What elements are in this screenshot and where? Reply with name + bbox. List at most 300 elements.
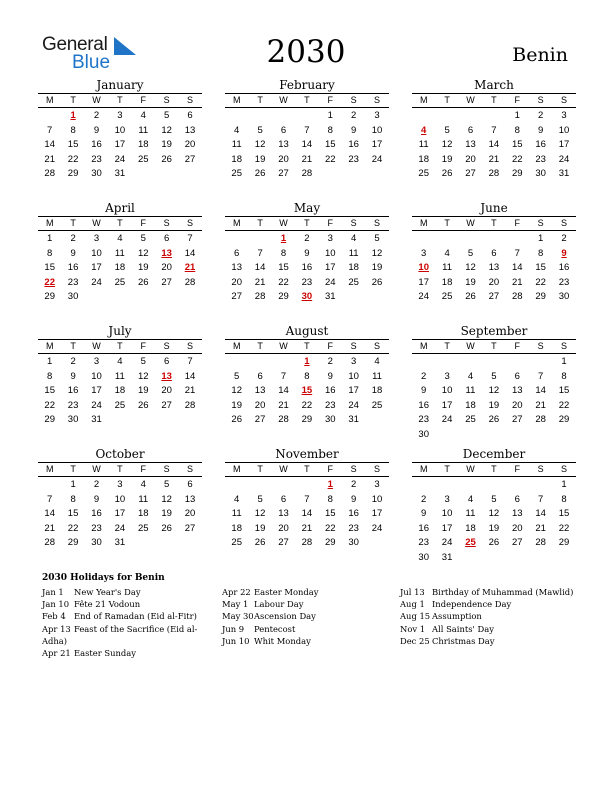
day-cell: 20 — [465, 153, 476, 165]
day-cell: 15 — [511, 139, 523, 151]
holiday-day: 1 — [280, 233, 287, 244]
day-cell: 10 — [91, 370, 102, 382]
day-cell: 13 — [278, 139, 289, 151]
weekday-label: F — [514, 341, 520, 351]
day-cell: 21 — [254, 276, 266, 288]
weekday-label: S — [374, 464, 381, 474]
holiday-name: Fête 21 Vodoun — [74, 599, 141, 610]
weekday-label: S — [374, 95, 381, 105]
holiday-day: 13 — [161, 370, 172, 382]
day-cell: 13 — [511, 508, 523, 520]
day-cell: 14 — [184, 370, 196, 382]
day-empty — [506, 354, 529, 369]
weekday-header — [412, 216, 576, 231]
day-cell: 26 — [161, 522, 172, 534]
day-cell: 7 — [187, 356, 193, 367]
month-name: December — [462, 447, 526, 461]
day-cell: 7 — [538, 493, 544, 505]
day-cell: 15 — [44, 262, 55, 274]
holiday-date: Aug 15 — [400, 611, 431, 622]
day-grid — [225, 108, 389, 181]
day-cell: 28 — [184, 399, 196, 411]
day-cell: 24 — [441, 537, 453, 549]
day-empty — [412, 354, 435, 369]
day-cell: 2 — [538, 110, 544, 121]
day-empty — [506, 477, 529, 492]
day-cell: 6 — [187, 479, 193, 490]
weekday-label: M — [419, 464, 428, 474]
day-cell: 23 — [418, 414, 429, 426]
holiday-name: Pentecost — [254, 623, 296, 634]
day-cell: 18 — [114, 262, 126, 274]
day-cell: 5 — [491, 370, 497, 382]
day-cell: 29 — [535, 291, 546, 303]
day-cell: 22 — [301, 399, 313, 411]
day-cell: 22 — [324, 522, 336, 534]
day-cell: 19 — [161, 508, 172, 520]
day-empty — [295, 108, 318, 123]
weekday-label: T — [304, 464, 310, 474]
holiday-item — [222, 623, 382, 635]
day-cell: 25 — [465, 414, 476, 426]
day-cell: 20 — [488, 276, 500, 288]
weekday-label: W — [92, 341, 101, 351]
day-cell: 26 — [488, 537, 500, 549]
weekday-label: F — [514, 95, 520, 105]
day-cell: 8 — [47, 247, 53, 259]
weekday-label: T — [444, 218, 450, 228]
day-cell: 3 — [93, 233, 100, 244]
day-cell: 17 — [91, 385, 102, 397]
day-cell: 1 — [47, 356, 53, 367]
day-empty — [459, 477, 482, 492]
day-cell: 20 — [278, 153, 289, 165]
day-cell: 12 — [137, 247, 149, 259]
holiday-item — [400, 623, 582, 635]
holiday-day: 13 — [161, 247, 172, 259]
day-cell: 30 — [67, 291, 79, 303]
day-cell: 9 — [70, 370, 76, 382]
weekday-label: T — [257, 341, 263, 351]
day-cell: 25 — [231, 537, 242, 549]
weekday-label: T — [257, 464, 263, 474]
day-cell: 17 — [371, 139, 383, 151]
day-cell: 14 — [511, 262, 523, 274]
day-cell: 7 — [538, 370, 544, 382]
day-cell: 21 — [301, 522, 313, 534]
day-cell: 5 — [257, 493, 263, 505]
weekday-header — [412, 339, 576, 354]
day-cell: 12 — [371, 247, 383, 259]
day-cell: 5 — [164, 110, 170, 121]
weekday-label: S — [163, 218, 170, 228]
day-cell: 18 — [418, 153, 429, 165]
weekday-label: S — [187, 95, 194, 105]
month-name: February — [279, 78, 335, 92]
day-cell: 12 — [254, 139, 266, 151]
day-cell: 12 — [465, 262, 476, 274]
day-cell: 19 — [465, 276, 476, 288]
day-cell: 16 — [418, 522, 429, 534]
day-cell: 23 — [324, 399, 336, 411]
day-cell: 21 — [44, 153, 55, 165]
day-cell: 6 — [164, 356, 170, 367]
day-cell: 29 — [44, 291, 55, 303]
day-cell: 7 — [47, 124, 53, 136]
day-cell: 7 — [304, 493, 310, 505]
weekday-label: W — [279, 464, 288, 474]
holiday-name: Whit Monday — [254, 635, 311, 646]
day-cell: 5 — [444, 124, 450, 136]
holiday-item — [400, 610, 582, 622]
weekday-label: T — [117, 341, 123, 351]
holiday-name: New Year's Day — [74, 587, 141, 597]
day-cell: 20 — [254, 399, 266, 411]
holiday-item — [400, 635, 582, 647]
day-empty — [272, 477, 295, 492]
day-cell: 20 — [184, 508, 196, 520]
day-empty — [38, 477, 61, 492]
weekday-label: S — [187, 464, 194, 474]
day-cell: 28 — [254, 291, 266, 303]
day-cell: 31 — [91, 414, 102, 426]
page-header — [0, 0, 612, 80]
holiday-name: Ascension Day — [254, 611, 316, 622]
month-october — [38, 447, 202, 550]
day-cell: 28 — [301, 537, 313, 549]
day-cell: 8 — [538, 247, 544, 259]
day-grid — [38, 108, 202, 181]
weekday-label: S — [561, 341, 568, 351]
day-cell: 14 — [301, 139, 313, 151]
day-cell: 18 — [348, 262, 359, 274]
day-grid — [412, 231, 576, 304]
weekday-header — [225, 462, 389, 477]
weekday-label: M — [419, 95, 428, 105]
day-cell: 19 — [488, 522, 500, 534]
day-cell: 6 — [280, 124, 287, 136]
day-cell: 22 — [535, 276, 546, 288]
weekday-label: S — [561, 464, 568, 474]
day-cell: 14 — [254, 262, 266, 274]
day-cell: 22 — [558, 522, 570, 534]
day-cell: 13 — [184, 493, 196, 505]
day-cell: 11 — [465, 385, 476, 397]
holiday-name: Labour Day — [254, 599, 304, 610]
day-cell: 25 — [137, 522, 149, 534]
day-cell: 28 — [44, 168, 55, 180]
holiday-item — [42, 623, 202, 647]
day-cell: 26 — [371, 276, 383, 288]
holiday-day: 1 — [70, 110, 76, 121]
month-name: July — [108, 324, 132, 338]
day-empty — [248, 354, 271, 369]
day-cell: 14 — [301, 508, 313, 520]
day-cell: 28 — [535, 537, 546, 549]
day-cell: 28 — [278, 414, 289, 426]
day-cell: 8 — [561, 370, 567, 382]
weekday-label: T — [304, 95, 310, 105]
day-empty — [506, 231, 529, 246]
day-cell: 23 — [301, 276, 313, 288]
holiday-date: Nov 1 — [400, 623, 426, 634]
day-cell: 11 — [138, 493, 149, 505]
day-cell: 1 — [514, 110, 520, 121]
day-cell: 1 — [327, 110, 333, 121]
day-cell: 11 — [348, 247, 359, 259]
day-cell: 26 — [254, 168, 266, 180]
day-grid — [412, 108, 576, 181]
day-cell: 4 — [140, 479, 146, 490]
day-empty — [225, 231, 248, 246]
day-cell: 10 — [371, 493, 383, 505]
logo-blue-text: Blue — [72, 52, 111, 73]
day-empty — [482, 477, 505, 492]
day-cell: 8 — [327, 124, 333, 136]
day-cell: 25 — [114, 276, 126, 288]
day-cell: 7 — [257, 247, 263, 259]
month-name: January — [96, 78, 144, 92]
weekday-label: S — [537, 95, 544, 105]
month-name: September — [460, 324, 528, 338]
day-cell: 2 — [421, 370, 427, 382]
day-cell: 22 — [511, 153, 523, 165]
day-cell: 24 — [324, 276, 336, 288]
holiday-day: 30 — [301, 291, 313, 303]
day-cell: 25 — [441, 291, 453, 303]
day-cell: 20 — [161, 262, 172, 274]
day-cell: 28 — [44, 537, 55, 549]
weekday-label: T — [70, 464, 76, 474]
day-cell: 16 — [324, 385, 336, 397]
weekday-label: W — [92, 218, 101, 228]
holiday-date: May 30 — [222, 611, 254, 622]
country-name: Benin — [512, 44, 568, 66]
day-cell: 14 — [488, 139, 500, 151]
day-cell: 14 — [535, 385, 546, 397]
weekday-label: T — [491, 464, 497, 474]
day-cell: 17 — [91, 262, 102, 274]
holiday-name: End of Ramadan (Eid al-Fitr) — [74, 611, 197, 622]
day-cell: 12 — [441, 139, 453, 151]
day-cell: 16 — [348, 508, 359, 520]
holiday-item — [42, 610, 202, 622]
day-cell: 13 — [465, 139, 476, 151]
day-cell: 9 — [327, 370, 333, 382]
day-cell: 21 — [511, 276, 523, 288]
weekday-label: M — [45, 464, 54, 474]
month-february — [225, 78, 389, 181]
day-grid — [412, 477, 576, 565]
holiday-day: 21 — [184, 262, 196, 274]
day-empty — [295, 477, 318, 492]
weekday-label: S — [350, 464, 357, 474]
holiday-date: Apr 13 — [42, 623, 71, 634]
day-cell: 29 — [278, 291, 289, 303]
day-cell: 6 — [164, 233, 170, 244]
day-cell: 2 — [93, 479, 100, 490]
holiday-item — [222, 635, 382, 647]
day-empty — [482, 354, 505, 369]
day-cell: 7 — [47, 493, 53, 505]
day-cell: 31 — [441, 551, 453, 563]
holiday-name: Feast of the Sacrifice (Eid al-Adha) — [42, 623, 198, 646]
day-cell: 25 — [348, 276, 359, 288]
day-cell: 15 — [44, 385, 55, 397]
day-cell: 29 — [558, 537, 570, 549]
day-empty — [272, 354, 295, 369]
day-cell: 19 — [254, 522, 266, 534]
weekday-label: T — [117, 464, 123, 474]
day-empty — [435, 231, 458, 246]
day-cell: 30 — [91, 168, 102, 180]
day-cell: 5 — [164, 479, 170, 490]
day-cell: 24 — [558, 153, 570, 165]
day-cell: 20 — [278, 522, 289, 534]
day-cell: 8 — [561, 493, 567, 505]
weekday-label: S — [374, 218, 381, 228]
day-cell: 4 — [467, 493, 474, 505]
day-cell: 22 — [67, 153, 79, 165]
month-name: March — [474, 78, 514, 92]
day-cell: 27 — [231, 291, 242, 303]
day-cell: 27 — [511, 414, 523, 426]
day-cell: 6 — [467, 124, 474, 136]
day-cell: 19 — [137, 385, 149, 397]
weekday-label: W — [92, 464, 101, 474]
day-cell: 27 — [488, 291, 500, 303]
day-cell: 18 — [231, 153, 242, 165]
day-cell: 11 — [465, 508, 476, 520]
weekday-header — [412, 93, 576, 108]
weekday-header — [38, 93, 202, 108]
day-cell: 9 — [93, 124, 100, 136]
day-cell: 3 — [444, 493, 450, 505]
day-cell: 29 — [301, 414, 313, 426]
day-cell: 10 — [441, 508, 453, 520]
holiday-date: Jan 1 — [42, 587, 64, 597]
day-cell: 26 — [254, 537, 266, 549]
day-cell: 25 — [371, 399, 383, 411]
day-empty — [225, 354, 248, 369]
day-cell: 6 — [514, 493, 520, 505]
holiday-date: Jun 9 — [222, 623, 245, 634]
day-cell: 6 — [257, 370, 263, 382]
day-cell: 6 — [234, 247, 240, 259]
holiday-name: Easter Monday — [254, 587, 319, 597]
day-grid — [225, 354, 389, 427]
day-cell: 5 — [140, 356, 146, 367]
weekday-label: S — [537, 464, 544, 474]
day-cell: 4 — [140, 110, 146, 121]
day-cell: 14 — [44, 139, 55, 151]
weekday-label: T — [444, 464, 450, 474]
weekday-label: T — [491, 95, 497, 105]
day-empty — [435, 354, 458, 369]
month-name: May — [293, 201, 321, 215]
day-cell: 28 — [511, 291, 523, 303]
day-cell: 15 — [558, 385, 570, 397]
holiday-date: Aug 1 — [400, 599, 425, 610]
day-cell: 9 — [538, 124, 544, 136]
day-cell: 4 — [117, 356, 123, 367]
month-may — [225, 201, 389, 304]
holiday-column — [400, 586, 582, 647]
holiday-day: 1 — [304, 356, 310, 367]
day-empty — [272, 108, 295, 123]
day-empty — [529, 354, 552, 369]
day-cell: 30 — [348, 537, 359, 549]
day-empty — [435, 108, 458, 123]
day-cell: 11 — [372, 370, 382, 382]
day-cell: 4 — [351, 233, 357, 244]
holiday-name: Birthday of Muhammad (Mawlid) — [432, 587, 574, 597]
day-cell: 16 — [348, 139, 359, 151]
day-cell: 8 — [47, 370, 53, 382]
holiday-list — [42, 572, 582, 659]
weekday-label: F — [514, 464, 520, 474]
day-cell: 27 — [254, 414, 266, 426]
weekday-label: M — [232, 218, 241, 228]
day-cell: 4 — [117, 233, 123, 244]
holiday-name: Christmas Day — [432, 635, 495, 646]
day-cell: 28 — [488, 168, 500, 180]
day-cell: 25 — [231, 168, 242, 180]
day-cell: 27 — [184, 522, 196, 534]
day-cell: 24 — [91, 399, 102, 411]
day-cell: 24 — [371, 153, 383, 165]
holiday-date: May 1 — [222, 599, 249, 610]
day-cell: 26 — [161, 153, 172, 165]
day-cell: 27 — [161, 276, 172, 288]
day-cell: 9 — [304, 247, 310, 259]
day-cell: 2 — [351, 479, 357, 490]
day-cell: 29 — [67, 168, 79, 180]
day-cell: 6 — [491, 247, 497, 259]
day-cell: 23 — [418, 537, 429, 549]
day-cell: 23 — [91, 153, 102, 165]
day-cell: 1 — [47, 233, 53, 244]
day-cell: 10 — [91, 247, 102, 259]
day-cell: 15 — [278, 262, 289, 274]
day-cell: 6 — [280, 493, 287, 505]
day-empty — [459, 231, 482, 246]
day-cell: 9 — [351, 493, 357, 505]
weekday-header — [38, 462, 202, 477]
day-cell: 26 — [441, 168, 453, 180]
day-cell: 18 — [137, 508, 149, 520]
holiday-item — [400, 598, 582, 610]
day-cell: 10 — [324, 247, 336, 259]
month-august — [225, 324, 389, 427]
day-cell: 24 — [441, 414, 453, 426]
day-cell: 13 — [278, 508, 289, 520]
day-cell: 30 — [418, 551, 429, 563]
day-empty — [459, 354, 482, 369]
weekday-label: M — [45, 95, 54, 105]
day-cell: 20 — [184, 139, 196, 151]
day-cell: 15 — [67, 139, 79, 151]
day-cell: 19 — [371, 262, 383, 274]
day-cell: 1 — [538, 233, 544, 244]
day-cell: 3 — [117, 479, 123, 490]
day-cell: 24 — [418, 291, 429, 303]
weekday-label: T — [70, 341, 76, 351]
day-cell: 16 — [91, 139, 102, 151]
logo-general-text: General — [42, 34, 108, 55]
day-cell: 22 — [558, 399, 570, 411]
day-empty — [459, 108, 482, 123]
